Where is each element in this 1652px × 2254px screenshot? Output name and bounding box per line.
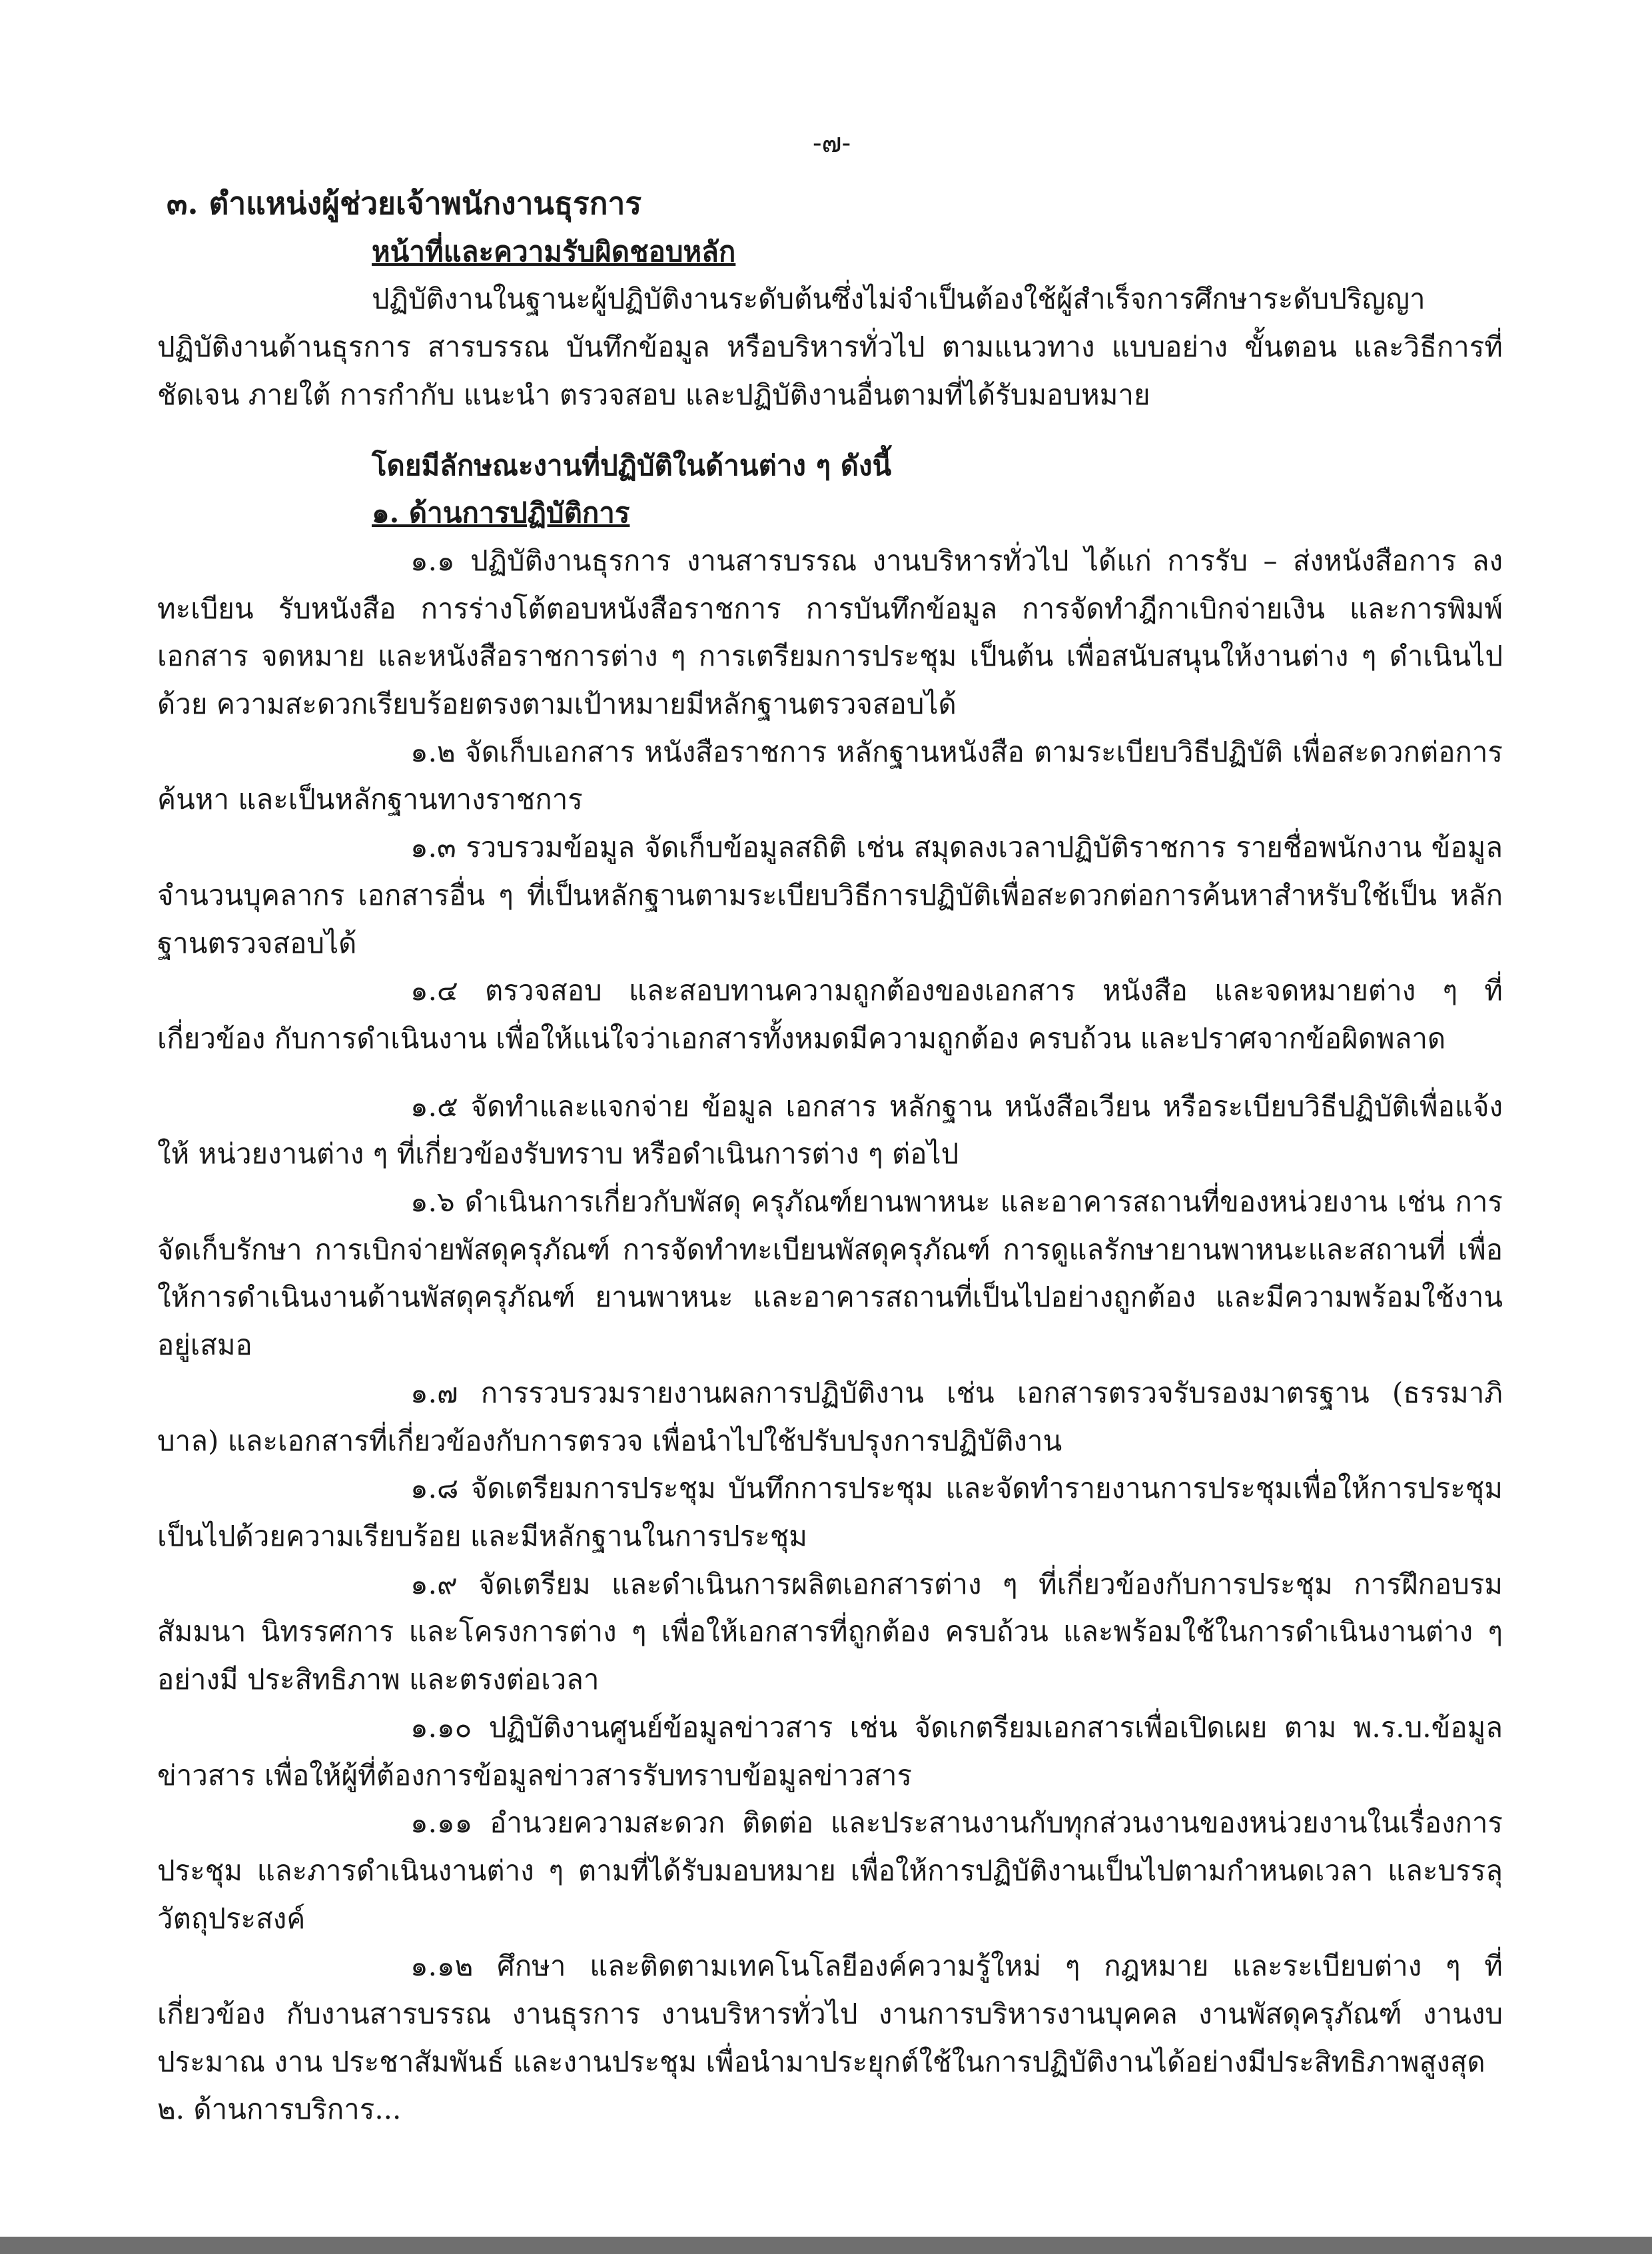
item-1-1: ๑.๑ ปฏิบัติงานธุรการ งานสารบรรณ งานบริหารทั่วไป ได้แก่ การรับ – ส่งหนังสือการ ลงทะเบียน รับหนังสือ การร่างโต้ตอบหนังสือราชการ การบันทึกข้อมูล การจัดทำฎีกาเบิกจ่ายเงิน และการพิมพ์ เอกสาร จดหมาย และหนังสือราชการต่าง ๆ การเตรียมการประชุม เป็นต้น เพื่อสนับสนุนให้งานต่าง ๆ ดำเนินไปด้วย ความสะดวกเรียบร้อยตรงตามเป้าหมายมีหลักฐานตรวจสอบได้: [157, 544, 1503, 721]
item-1-12: ๑.๑๒ ศึกษา และติดตามเทคโนโลยีองค์ความรู้ใหม่ ๆ กฎหมาย และระเบียบต่าง ๆ ที่เกี่ยวข้อง กับงานสารบรรณ งานธุรการ งานบริหารทั่วไป งานการบริหารงานบุคคล งานพัสดุครุภัณฑ์ งานงบประมาณ งาน ประชาสัมพันธ์ และงานประชุม เพื่อนำมาประยุกต์ใช้ในการปฏิบัติงานได้อย่างมีประสิทธิภาพสูงสุด: [157, 1950, 1503, 2078]
section-1-title: ๑. ด้านการปฏิบัติการ: [372, 496, 630, 530]
item-1-4: ๑.๔ ตรวจสอบ และสอบทานความถูกต้องของเอกสาร หนังสือ และจดหมายต่าง ๆ ที่เกี่ยวข้อง กับการดำเนินงาน เพื่อให้แน่ใจว่าเอกสารทั้งหมดมีความถูกต้อง ครบถ้วน และปราศจากข้อผิดพลาด: [157, 974, 1503, 1055]
continuation-note: ๒. ด้านการบริการ...: [157, 2093, 402, 2126]
item-1-9: ๑.๙ จัดเตรียม และดำเนินการผลิตเอกสารต่าง ๆ ที่เกี่ยวข้องกับการประชุม การฝึกอบรมสัมมนา นิทรรศการ และโครงการต่าง ๆ เพื่อให้เอกสารที่ถูกต้อง ครบถ้วน และพร้อมใช้ในการดำเนินงานต่าง ๆ อย่างมี ประสิทธิภาพ และตรงต่อเวลา: [157, 1567, 1503, 1696]
item-1-5: ๑.๕ จัดทำและแจกจ่าย ข้อมูล เอกสาร หลักฐาน หนังสือเวียน หรือระเบียบวิธีปฏิบัติเพื่อแจ้งให้ หน่วยงานต่าง ๆ ที่เกี่ยวข้องรับทราบ หรือดำเนินการต่าง ๆ ต่อไป: [157, 1089, 1503, 1171]
item-1-2: ๑.๒ จัดเก็บเอกสาร หนังสือราชการ หลักฐานหนังสือ ตามระเบียบวิธีปฏิบัติ เพื่อสะดวกต่อการ ค้นหา และเป็นหลักฐานทางราชการ: [157, 735, 1503, 816]
page-number: -๗-: [813, 128, 851, 159]
item-1-10: ๑.๑๐ ปฏิบัติงานศูนย์ข้อมูลข่าวสาร เช่น จัดเกตรียมเอกสารเพื่อเปิดเผย ตาม พ.ร.บ.ข้อมูล ข่าวสาร เพื่อให้ผู้ที่ต้องการข้อมูลข่าวสารรับทราบข้อมูลข่าวสาร: [157, 1710, 1503, 1792]
item-1-8: ๑.๘ จัดเตรียมการประชุม บันทึกการประชุม และจัดทำรายงานการประชุมเพื่อให้การประชุม เป็นไปด้วยความเรียบร้อย และมีหลักฐานในการประชุม: [157, 1472, 1503, 1552]
item-1-6: ๑.๖ ดำเนินการเกี่ยวกับพัสดุ ครุภัณฑ์ยานพาหนะ และอาคารสถานที่ของหน่วยงาน เช่น การ จัดเก็บรักษา การเบิกจ่ายพัสดุครุภัณฑ์ การจัดทำทะเบียนพัสดุครุภัณฑ์ การดูแลรักษายานพาหนะและสถานที่ เพื่อให้การดำเนินงานด้านพัสดุครุภัณฑ์ ยานพาหนะ และอาคารสถานที่เป็นไปอย่างถูกต้อง และมีความพร้อมใช้งาน อยู่เสมอ: [157, 1185, 1503, 1362]
position-heading: ๓. ตำแหน่งผู้ช่วยเจ้าพนักงานธุรการ: [167, 185, 642, 221]
item-1-7: ๑.๗ การรวบรวมรายงานผลการปฏิบัติงาน เช่น เอกสารตรวจรับรองมาตรฐาน (ธรรมาภิบาล) และเอกสารที่เกี่ยวข้องกับการตรวจ เพื่อนำไปใช้ปรับปรุงการปฏิบัติงาน: [157, 1376, 1503, 1457]
intro-paragraph: ปฏิบัติงานในฐานะผู้ปฏิบัติงานระดับต้นซึ่งไม่จำเป็นต้องใช้ผู้สำเร็จการศึกษาระดับปริญญา ปฏิบัติงานด้านธุรการ สารบรรณ บันทึกข้อมูล หรือบริหารทั่วไป ตามแนวทาง แบบอย่าง ขั้นตอน และวิธีการที่ชัดเจน ภายใต้ การกำกับ แนะนำ ตรวจสอบ และปฏิบัติงานอื่นตามที่ได้รับมอบหมาย: [157, 282, 1503, 411]
duties-subheading: หน้าที่และความรับผิดชอบหลัก: [372, 235, 736, 268]
item-1-3: ๑.๓ รวบรวมข้อมูล จัดเก็บข้อมูลสถิติ เช่น สมุดลงเวลาปฏิบัติราชการ รายชื่อพนักงาน ข้อมูล จำนวนบุคลากร เอกสารอื่น ๆ ที่เป็นหลักฐานตามระเบียบวิธีการปฏิบัติเพื่อสะดวกต่อการค้นหาสำหรับใช้เป็น หลักฐานตรวจสอบได้: [157, 831, 1503, 959]
document-body: [157, 180, 1503, 2133]
section-intro: โดยมีลักษณะงานที่ปฏิบัติในด้านต่าง ๆ ดังนี้: [372, 448, 892, 482]
scan-edge-bar: [0, 2237, 1652, 2254]
item-1-11: ๑.๑๑ อำนวยความสะดวก ติดต่อ และประสานงานกับทุกส่วนงานของหน่วยงานในเรื่องการ ประชุม และภารดำเนินงานต่าง ๆ ตามที่ได้รับมอบหมาย เพื่อให้การปฏิบัติงานเป็นไปตามกำหนดเวลา และบรรลุ วัตถุประสงค์: [157, 1806, 1503, 1935]
